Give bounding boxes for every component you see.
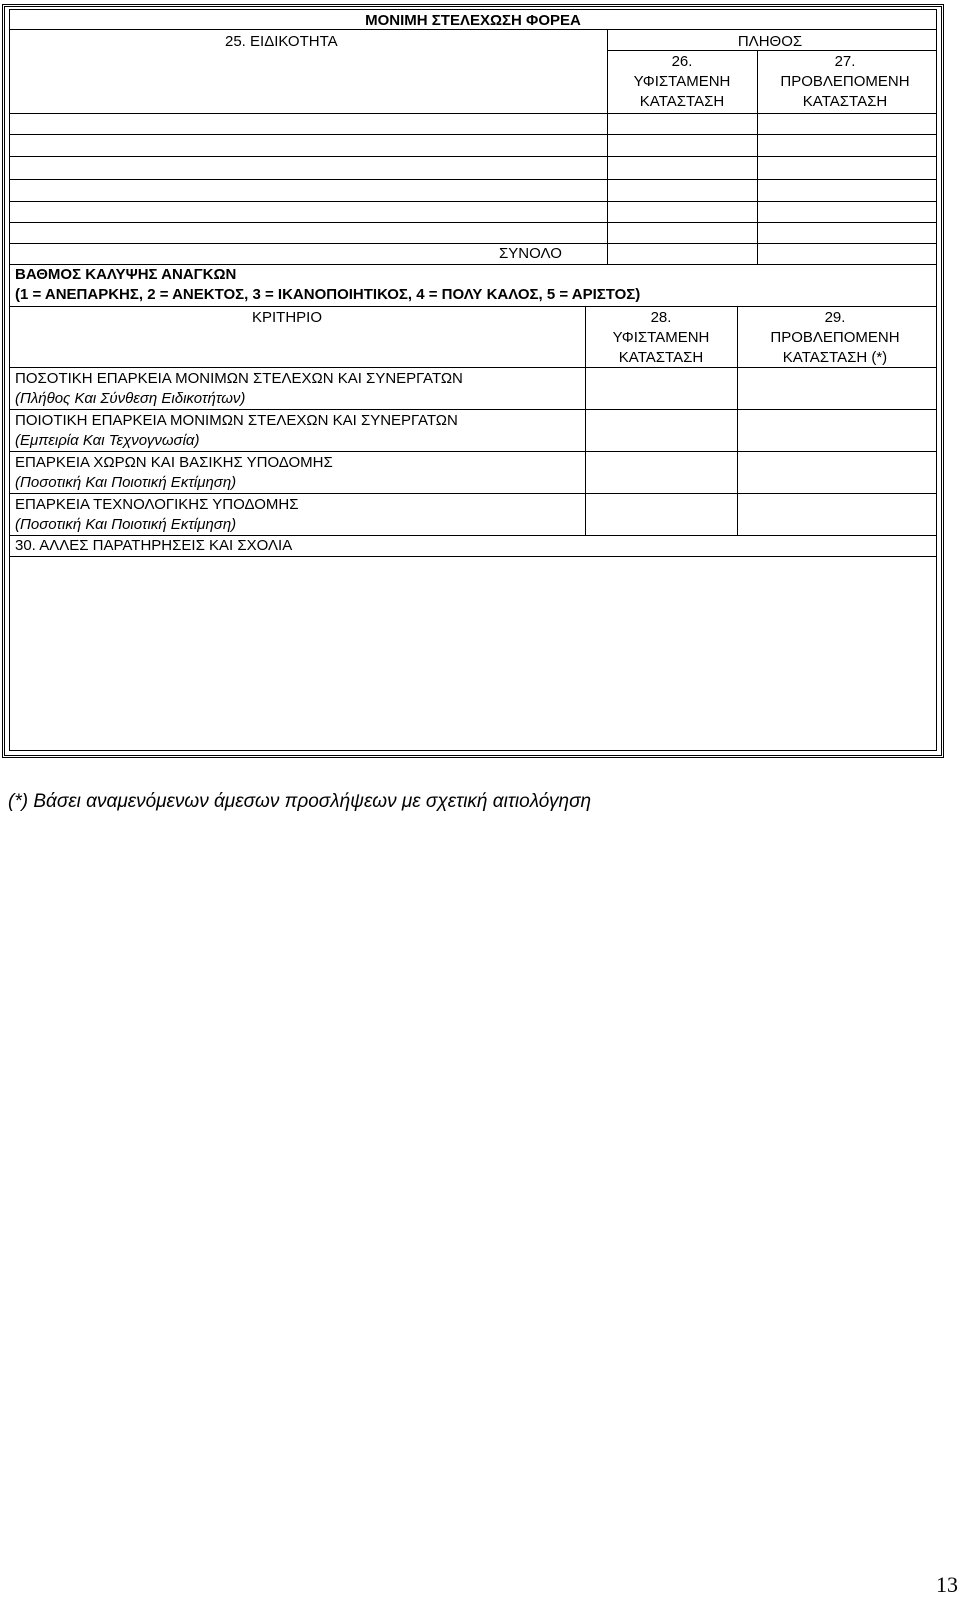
col26-label-2: ΚΑΤΑΣΤΑΣΗ <box>639 93 725 110</box>
comments-label: 30. ΑΛΛΕΣ ΠΑΡΑΤΗΡΗΣΕΙΣ ΚΑΙ ΣΧΟΛΙΑ <box>15 537 293 554</box>
rating-current-cell[interactable] <box>586 410 737 451</box>
criterion-3-note: (Ποσοτική Και Ποιοτική Εκτίμηση) <box>15 474 237 491</box>
planned-quantity-cell[interactable] <box>758 223 933 243</box>
planned-quantity-cell[interactable] <box>758 180 933 201</box>
specialty-cell[interactable] <box>10 157 607 179</box>
total-current-cell[interactable] <box>608 244 757 264</box>
col28-number: 28. <box>650 309 672 326</box>
planned-quantity-cell[interactable] <box>758 114 933 134</box>
col27-number: 27. <box>834 53 856 70</box>
rating-current-cell[interactable] <box>586 494 737 535</box>
coverage-title: ΒΑΘΜΟΣ ΚΑΛΥΨΗΣ ΑΝΑΓΚΩΝ <box>15 266 237 283</box>
grid-line <box>10 264 936 265</box>
specialty-cell[interactable] <box>10 223 607 243</box>
current-quantity-cell[interactable] <box>608 202 757 222</box>
col26-label-1: ΥΦΙΣΤΑΜΕΝΗ <box>633 73 731 90</box>
criterion-4-note: (Ποσοτική Και Ποιοτική Εκτίμηση) <box>15 516 237 533</box>
grid-line <box>607 50 936 51</box>
rating-current-cell[interactable] <box>586 452 737 493</box>
rating-current-cell[interactable] <box>586 368 737 409</box>
specialty-cell[interactable] <box>10 180 607 201</box>
specialty-header: 25. ΕΙΔΙΚΟΤΗΤΑ <box>225 33 338 50</box>
total-planned-cell[interactable] <box>758 244 933 264</box>
coverage-scale: (1 = ΑΝΕΠΑΡΚΗΣ, 2 = ΑΝΕΚΤΟΣ, 3 = ΙΚΑΝΟΠΟΙΗΤΙΚΟΣ, 4 = ΠΟΛΥ ΚΑΛΟΣ, 5 = ΑΡΙΣΤΟΣ) <box>15 286 641 303</box>
grid-line <box>10 556 936 557</box>
planned-quantity-cell[interactable] <box>758 135 933 156</box>
specialty-cell[interactable] <box>10 114 607 134</box>
rating-planned-cell[interactable] <box>738 368 933 409</box>
specialty-cell[interactable] <box>10 202 607 222</box>
rating-planned-cell[interactable] <box>738 410 933 451</box>
footnote: (*) Βάσει αναμενόμενων άμεσων προσλήψεων με σχετική αιτιολόγηση <box>8 791 592 812</box>
form-frame <box>2 4 944 758</box>
rating-planned-cell[interactable] <box>738 452 933 493</box>
form-table <box>9 9 937 751</box>
col27-label-1: ΠΡΟΒΛΕΠΟΜΕΝΗ <box>780 73 910 90</box>
col27-label-2: ΚΑΤΑΣΤΑΣΗ <box>802 93 888 110</box>
current-quantity-cell[interactable] <box>608 180 757 201</box>
grid-line <box>10 535 936 536</box>
page-number: 13 <box>936 1572 958 1597</box>
form-title: ΜΟΝΙΜΗ ΣΤΕΛΕΧΩΣΗ ΦΟΡΕΑ <box>365 12 581 29</box>
col29-label-2: ΚΑΤΑΣΤΑΣΗ (*) <box>782 349 888 366</box>
rating-planned-cell[interactable] <box>738 494 933 535</box>
grid-line <box>10 306 936 307</box>
current-quantity-cell[interactable] <box>608 114 757 134</box>
col29-number: 29. <box>824 309 846 326</box>
planned-quantity-cell[interactable] <box>758 202 933 222</box>
criterion-2-note: (Εμπειρία Και Τεχνογνωσία) <box>15 432 200 449</box>
current-quantity-cell[interactable] <box>608 135 757 156</box>
criterion-4-name: ΕΠΑΡΚΕΙΑ ΤΕΧΝΟΛΟΓΙΚΗΣ ΥΠΟΔΟΜΗΣ <box>15 496 299 513</box>
criterion-1-name: ΠΟΣΟΤΙΚΗ ΕΠΑΡΚΕΙΑ ΜΟΝΙΜΩΝ ΣΤΕΛΕΧΩΝ ΚΑΙ ΣΥΝΕΡΓΑΤΩΝ <box>15 370 463 387</box>
criterion-2-name: ΠΟΙΟΤΙΚΗ ΕΠΑΡΚΕΙΑ ΜΟΝΙΜΩΝ ΣΤΕΛΕΧΩΝ ΚΑΙ ΣΥΝΕΡΓΑΤΩΝ <box>15 412 458 429</box>
current-quantity-cell[interactable] <box>608 223 757 243</box>
col26-number: 26. <box>671 53 693 70</box>
specialty-cell[interactable] <box>10 135 607 156</box>
col29-label-1: ΠΡΟΒΛΕΠΟΜΕΝΗ <box>770 329 900 346</box>
criterion-3-name: ΕΠΑΡΚΕΙΑ ΧΩΡΩΝ ΚΑΙ ΒΑΣΙΚΗΣ ΥΠΟΔΟΜΗΣ <box>15 454 333 471</box>
grid-line <box>10 29 936 30</box>
total-label: ΣΥΝΟΛΟ <box>499 245 562 262</box>
current-quantity-cell[interactable] <box>608 157 757 179</box>
col28-label-1: ΥΦΙΣΤΑΜΕΝΗ <box>612 329 710 346</box>
col28-label-2: ΚΑΤΑΣΤΑΣΗ <box>618 349 704 366</box>
comments-area[interactable] <box>12 558 934 748</box>
quantity-header: ΠΛΗΘΟΣ <box>737 33 803 50</box>
criterion-1-note: (Πλήθος Και Σύνθεση Ειδικοτήτων) <box>15 390 246 407</box>
planned-quantity-cell[interactable] <box>758 157 933 179</box>
criterion-header: ΚΡΙΤΗΡΙΟ <box>252 309 323 326</box>
